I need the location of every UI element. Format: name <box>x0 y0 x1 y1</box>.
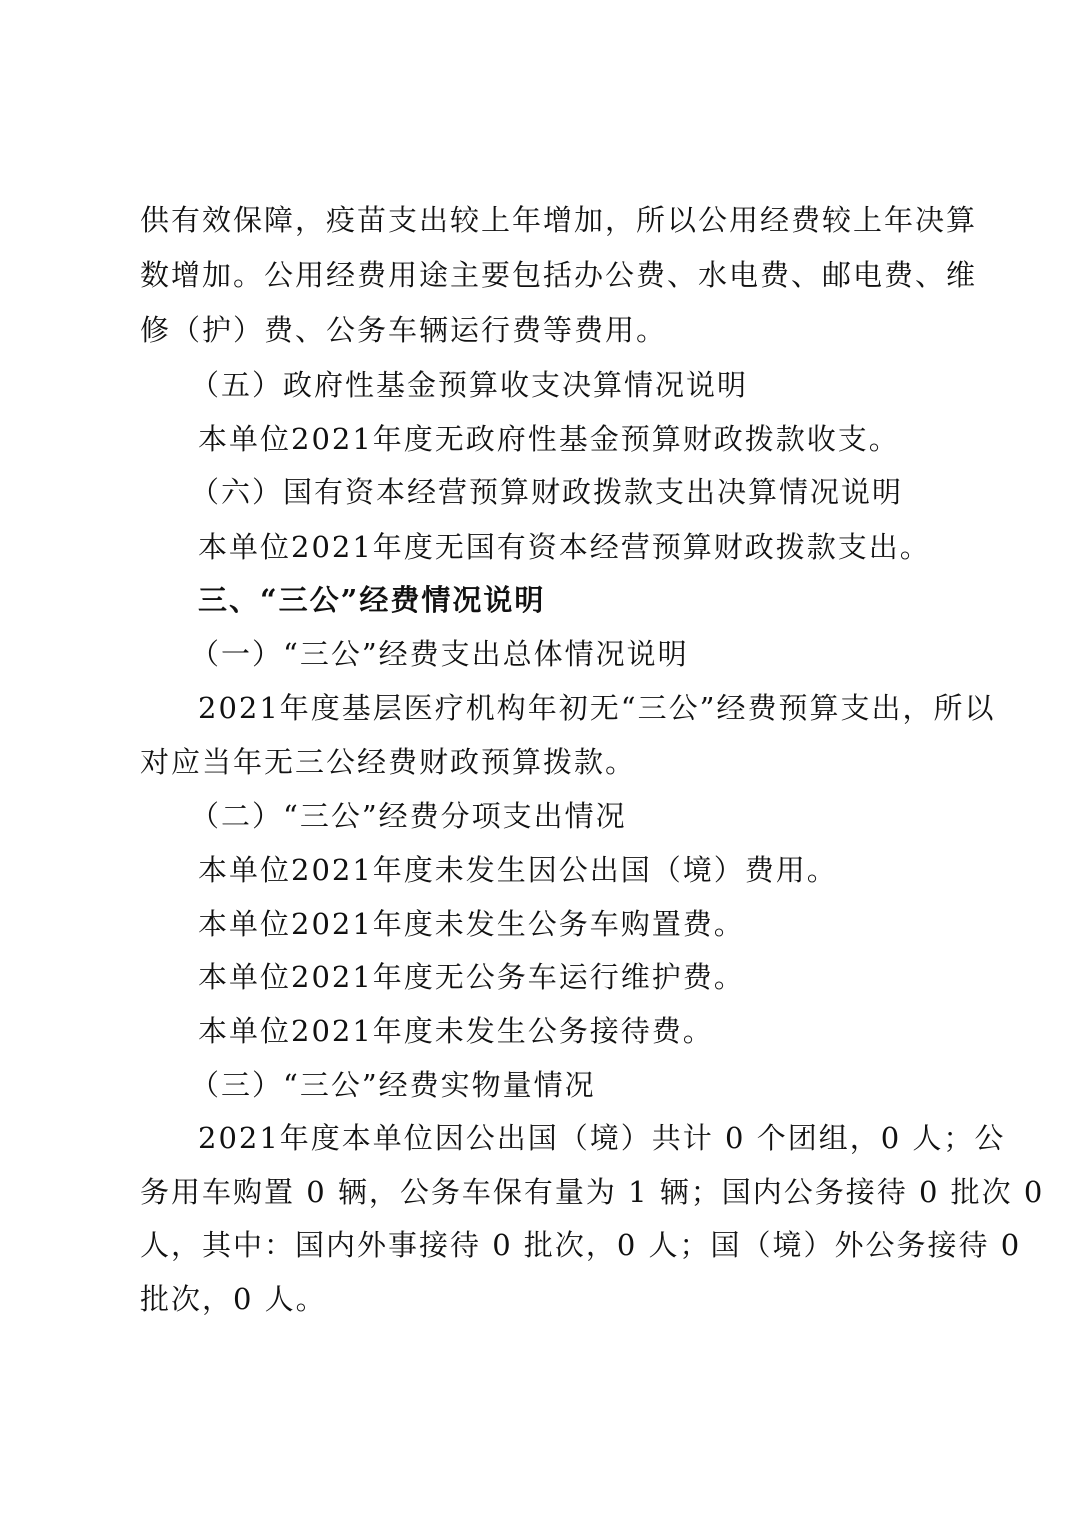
paragraph-line: 本单位2021年度未发生公务车购置费。 <box>198 907 745 941</box>
paragraph-line: 数增加。公用经费用途主要包括办公费、水电费、邮电费、维 <box>140 258 978 292</box>
section-heading: （三）“三公”经费实物量情况 <box>190 1068 596 1102</box>
paragraph-line: 供有效保障，疫苗支出较上年增加，所以公用经费较上年决算 <box>140 203 978 237</box>
paragraph-line: 本单位2021年度未发生公务接待费。 <box>198 1014 714 1048</box>
section-heading: （五）政府性基金预算收支决算情况说明 <box>190 368 749 402</box>
paragraph-line: 本单位2021年度无国有资本经营预算财政拨款支出。 <box>198 530 931 564</box>
paragraph-line: 务用车购置 0 辆，公务车保有量为 1 辆；国内公务接待 0 批次 0 <box>140 1175 1045 1209</box>
paragraph-line: 本单位2021年度未发生因公出国（境）费用。 <box>198 853 838 887</box>
paragraph-line: 人，其中：国内外事接待 0 批次，0 人；国（境）外公务接待 0 <box>140 1228 1022 1262</box>
paragraph-line: 修（护）费、公务车辆运行费等费用。 <box>140 313 668 347</box>
paragraph-line: 本单位2021年度无公务车运行维护费。 <box>198 960 745 994</box>
chapter-heading: 三、“三公”经费情况说明 <box>198 583 546 617</box>
section-heading: （六）国有资本经营预算财政拨款支出决算情况说明 <box>190 475 904 509</box>
section-heading: （一）“三公”经费支出总体情况说明 <box>190 637 689 671</box>
paragraph-line: 对应当年无三公经费财政预算拨款。 <box>140 745 637 779</box>
paragraph-line: 本单位2021年度无政府性基金预算财政拨款收支。 <box>198 422 900 456</box>
paragraph-line: 2021年度基层医疗机构年初无“三公”经费预算支出，所以 <box>198 691 996 725</box>
paragraph-line: 批次，0 人。 <box>140 1282 327 1316</box>
section-heading: （二）“三公”经费分项支出情况 <box>190 799 627 833</box>
paragraph-line: 2021年度本单位因公出国（境）共计 0 个团组，0 人；公 <box>198 1121 1006 1155</box>
